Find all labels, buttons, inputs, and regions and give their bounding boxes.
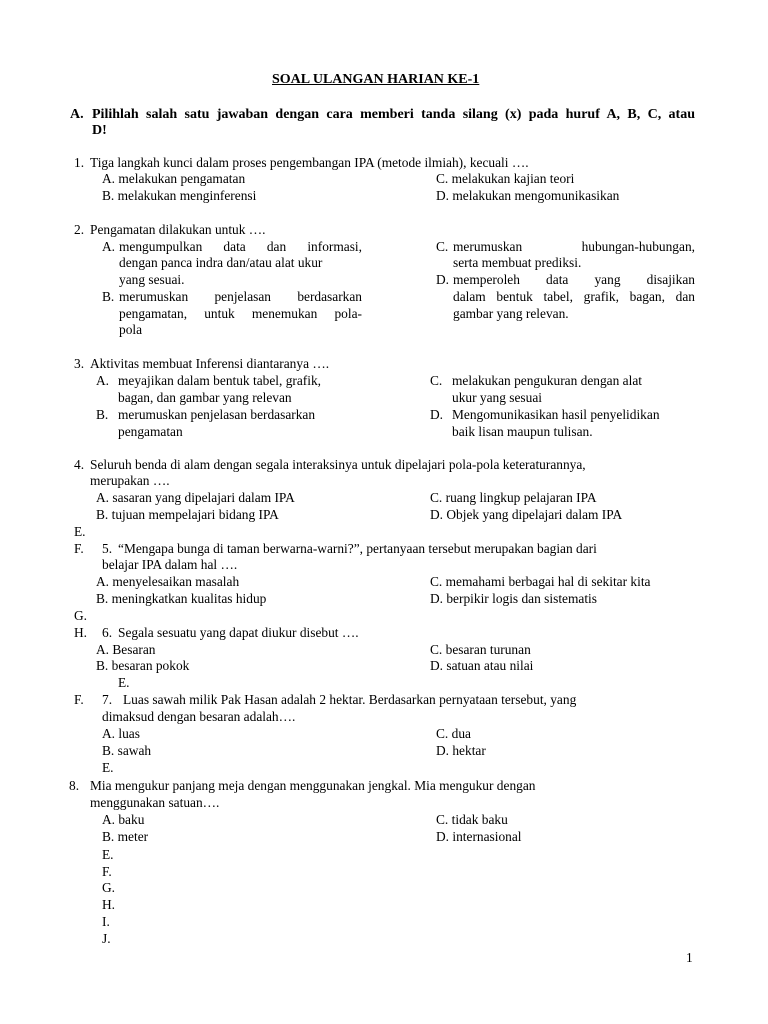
instruction-letter: A. [70,107,84,122]
question-7-option-a: A. luas [102,726,140,741]
question-1-number: 1. [74,155,85,170]
question-7-text-line-1: Luas sawah milik Pak Hasan adalah 2 hektar. Berdasarkan pernyataan tersebut, yang [123,692,577,707]
list-marker: I. [102,914,110,929]
question-5-option-b: B. meningkatkan kualitas hidup [96,591,267,606]
question-3-option-b-line-1: merumuskan penjelasan berdasarkan [118,407,316,422]
question-1-option-d: D. melakukan mengomunikasikan [436,188,620,203]
stray-list-marker: E. [102,760,114,775]
question-4-text-line-1: Seluruh benda di alam dengan segala interaksinya untuk dipelajari pola-pola keteraturannya, [90,457,586,472]
stray-list-marker: E. [118,675,130,690]
question-3-option-a-letter: A. [96,373,110,388]
question-5-option-a: A. menyelesaikan masalah [96,574,240,589]
question-3-option-c-line-1: melakukan pengukuran dengan alat [452,373,642,388]
question-2-option-b-line-3: pola [119,322,143,337]
question-5-number: 5. [102,541,113,556]
question-6-option-b: B. besaran pokok [96,658,190,673]
question-4-option-d: D. Objek yang dipelajari dalam IPA [430,507,623,522]
question-8-text-line-2: menggunakan satuan…. [90,795,220,810]
question-8-option-d: D. internasional [436,829,522,844]
question-3-option-d-letter: D. [430,407,444,422]
question-3-option-a-line-1: meyajikan dalam bentuk tabel, grafik, [118,373,322,388]
list-marker: H. [102,897,116,912]
question-6-number: 6. [102,625,113,640]
question-1-option-b: B. melakukan menginferensi [102,188,257,203]
instruction-line-2: D! [92,123,107,138]
question-6-prefix: H. [74,625,88,640]
page-title: SOAL ULANGAN HARIAN KE-1 [272,72,480,87]
question-3-number: 3. [74,356,85,371]
question-5-option-d: D. berpikir logis dan sistematis [430,591,597,606]
question-2-option-d-line-3: gambar yang relevan. [453,306,569,321]
question-2-option-a-line-1: mengumpulkan data dan informasi, [119,239,362,254]
instruction-line-1: Pilihlah salah satu jawaban dengan cara memberi tanda silang (x) pada huruf A, B, C, atau [92,107,695,122]
question-7-option-b: B. sawah [102,743,152,758]
question-4-option-a: A. sasaran yang dipelajari dalam IPA [96,490,295,505]
question-2-option-b-letter: B. [102,289,115,304]
page-number: 1 [686,950,693,965]
question-2-option-c-line-1: merumuskan hubungan-hubungan, [453,239,695,254]
list-marker: E. [102,847,114,862]
question-3-option-b-letter: B. [96,407,109,422]
question-8-text-line-1: Mia mengukur panjang meja dengan menggunakan jengkal. Mia mengukur dengan [90,778,536,793]
question-3-option-c-letter: C. [430,373,443,388]
question-4-number: 4. [74,457,85,472]
question-3-option-d-line-1: Mengomunikasikan hasil penyelidikan [452,407,660,422]
question-3-option-a-line-2: bagan, dan gambar yang relevan [118,390,292,405]
question-3-text: Aktivitas membuat Inferensi diantaranya …. [90,356,330,371]
question-6-text: Segala sesuatu yang dapat diukur disebut …. [118,625,359,640]
question-4-option-b: B. tujuan mempelajari bidang IPA [96,507,279,522]
stray-list-marker: E. [74,524,86,539]
question-2-option-b-line-2: pengamatan, untuk menemukan pola- [119,306,362,321]
question-7-prefix: F. [74,692,84,707]
question-2-option-a-letter: A. [102,239,116,254]
question-1-option-a: A. melakukan pengamatan [102,171,246,186]
question-2-option-d-line-1: memperoleh data yang disajikan [453,272,695,287]
question-6-option-a: A. Besaran [96,642,156,657]
question-1-option-c: C. melakukan kajian teori [436,171,575,186]
question-2-text: Pengamatan dilakukan untuk …. [90,222,266,237]
question-8-option-c: C. tidak baku [436,812,508,827]
question-2-option-d-letter: D. [436,272,450,287]
question-8-number: 8. [69,778,80,793]
question-2-option-c-line-2: serta membuat prediksi. [453,255,582,270]
question-2-number: 2. [74,222,85,237]
question-1-text: Tiga langkah kunci dalam proses pengembangan IPA (metode ilmiah), kecuali …. [90,155,529,170]
question-8-option-b: B. meter [102,829,149,844]
question-8-option-a: A. baku [102,812,145,827]
list-marker: J. [102,931,111,946]
question-3-option-c-line-2: ukur yang sesuai [452,390,542,405]
list-marker: F. [102,864,112,879]
question-4-option-c: C. ruang lingkup pelajaran IPA [430,490,597,505]
stray-list-marker: G. [74,608,88,623]
question-7-text-line-2: dimaksud dengan besaran adalah…. [102,709,296,724]
question-6-option-d: D. satuan atau nilai [430,658,534,673]
question-2-option-d-line-2: dalam bentuk tabel, grafik, bagan, dan [453,289,695,304]
question-7-option-d: D. hektar [436,743,486,758]
question-6-option-c: C. besaran turunan [430,642,531,657]
question-2-option-c-letter: C. [436,239,449,254]
question-5-option-c: C. memahami berbagai hal di sekitar kita [430,574,651,589]
question-3-option-b-line-2: pengamatan [118,424,183,439]
list-marker: G. [102,880,116,895]
question-3-option-d-line-2: baik lisan maupun tulisan. [452,424,593,439]
question-7-number: 7. [102,692,113,707]
question-7-option-c: C. dua [436,726,471,741]
question-5-text-line-2: belajar IPA dalam hal …. [102,557,238,572]
question-5-prefix: F. [74,541,84,556]
question-2-option-a-line-2: dengan panca indra dan/atau alat ukur [119,255,323,270]
question-4-text-line-2: merupakan …. [90,473,170,488]
question-2-option-a-line-3: yang sesuai. [119,272,185,287]
question-2-option-b-line-1: merumuskan penjelasan berdasarkan [119,289,362,304]
question-5-text-line-1: “Mengapa bunga di taman berwarna-warni?”, pertanyaan tersebut merupakan bagian dari [118,541,597,556]
